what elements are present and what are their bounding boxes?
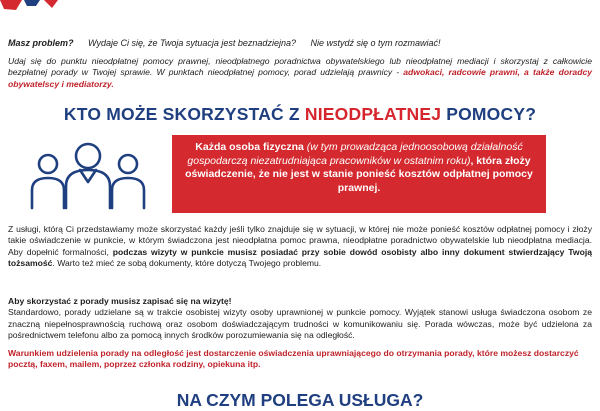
eligibility-callout xyxy=(172,135,546,213)
eligibility-bold: podczas wizyty w punkcie musisz posiadać przy sobie dowód osobisty albo inny dokument stwierdzający Twoją tożsamość xyxy=(8,246,592,269)
appointment-paragraph xyxy=(8,296,592,342)
appointment-bold: Aby skorzystać z porady musisz zapisać się na wizytę! xyxy=(8,296,232,306)
heading-part-2: NIEODPŁATNEJ xyxy=(304,104,442,124)
section-heading-who xyxy=(0,104,600,125)
intro-paragraph-highlight: adwokaci, radcowie prawni, a także doradcy obywatelscy i mediatorzy. xyxy=(8,67,593,89)
eligibility-text-2: . Warto też mieć ze sobą dokumenty, które dotyczą Twojego problemu. xyxy=(52,258,322,269)
section-heading-service: NA CZYM POLEGA USŁUGA? xyxy=(176,390,424,410)
intro-question-2: Wydaje Ci się, że Twoja sytuacja jest beznadziejna? xyxy=(88,38,296,48)
intro-paragraph xyxy=(8,56,592,90)
eligibility-text-1: Z usługi, którą Ci przedstawiamy może skorzystać każdy jeśli tylko znajduje się w sytuacji, w której nie może ponieść kosztów odpłatnej pomocy i złoży takie oświadczenie w punkcie, w którym świadczona jest nieodpłatna pomoc prawna, nieodpłatne poradnictwo obywatelskie lub nieodpłatna mediacja. Aby dopełnić formalności, xyxy=(8,224,592,257)
logo-fragment-icon xyxy=(0,0,60,12)
remote-condition-paragraph: Warunkiem udzielenia porady na odległość jest dostarczenie oświadczenia uprawniającego do otrzymania porady, które możesz dostarczyć pocztą, faxem, mailem, poprzez członka rodziny, opiekuna itp. xyxy=(8,348,579,370)
callout-bold-2: , która złoży oświadczenie, że nie jest w stanie ponieść kosztów odpłatnej pomocy prawnej. xyxy=(185,154,533,194)
intro-question-3: Nie wstydź się o tym rozmawiać! xyxy=(310,38,441,48)
eligibility-paragraph xyxy=(8,224,592,270)
heading-part-1: KTO MOŻE SKORZYSTAĆ Z xyxy=(63,104,305,124)
intro-paragraph-text: Udaj się do punktu nieodpłatnej pomocy prawnej, nieodpłatnego poradnictwa obywatelskiego lub nieodpłatnej mediacji i skorzystaj z całkowicie bezpłatnej porady w Twojej sprawie. W punktach nieodpłatnej pomocy, porad udzielają prawnicy - xyxy=(8,56,592,78)
people-group-icon xyxy=(22,140,154,210)
callout-bold-1: Każda osoba fizyczna xyxy=(195,141,304,153)
appointment-text: Standardowo, porady udzielane są w trakcie osobistej wizyty osoby uprawnionej w punkcie pomocy. Wyjątek stanowi usługa świadczona osobom ze znaczną niepełnosprawnością ruchową oraz osobom doświadczającym trudności w komunikowaniu się. Porada wówczas, może być udzielona za pośrednictwem telefonu albo za pomocą innych środków porozumiewania się na odległość. xyxy=(8,307,592,341)
callout-italic: (w tym prowadząca jednoosobową działalność gospodarczą niezatrudniająca pracowników w ostatnim roku) xyxy=(187,141,523,167)
heading-part-3: POMOCY? xyxy=(441,104,537,124)
intro-question-1: Masz problem? xyxy=(8,38,74,48)
intro-questions xyxy=(8,38,592,49)
